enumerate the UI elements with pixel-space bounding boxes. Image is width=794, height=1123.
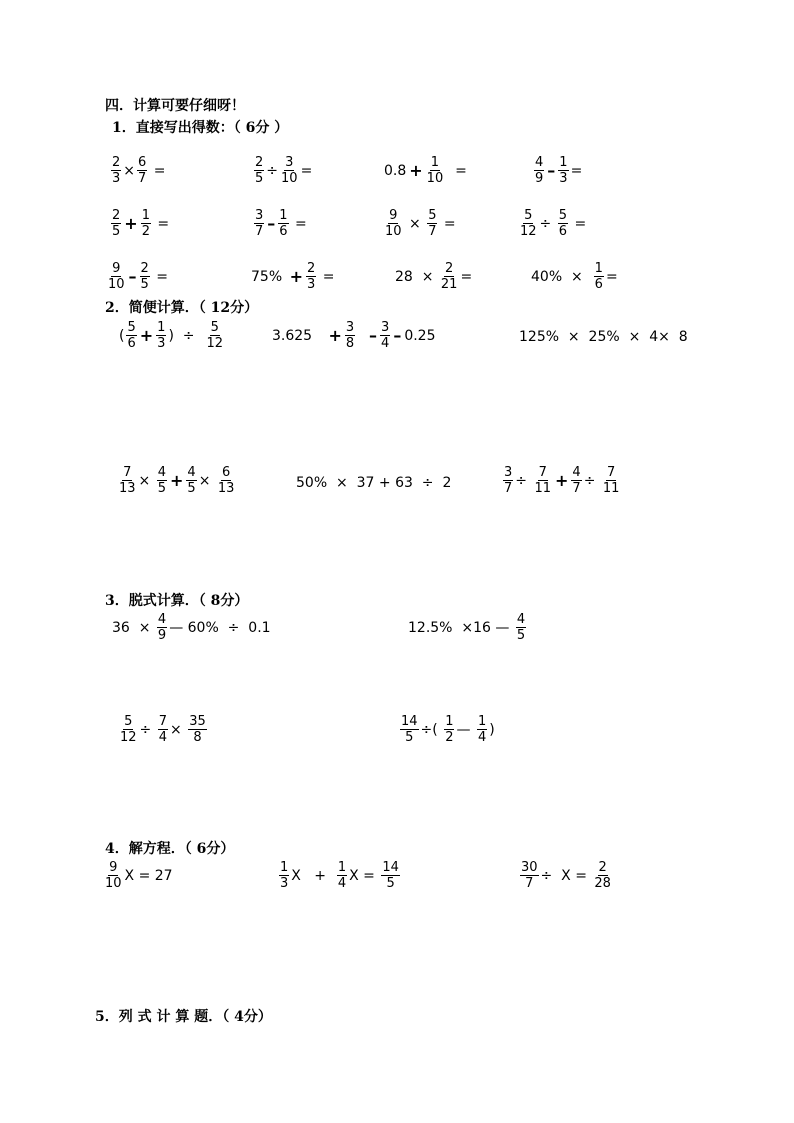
numerator: 5 bbox=[558, 208, 568, 223]
denominator: 5 bbox=[386, 876, 395, 891]
fraction bbox=[217, 465, 236, 496]
operator: + bbox=[124, 213, 138, 233]
numerator: 3 bbox=[504, 465, 513, 480]
denominator: 7 bbox=[428, 224, 437, 239]
numerator: 14 bbox=[382, 860, 399, 875]
denominator: 5 bbox=[405, 730, 414, 745]
expression-text: ÷( bbox=[420, 721, 443, 738]
denominator: 8 bbox=[345, 336, 355, 351]
expression-text: × bbox=[170, 721, 187, 738]
numerator: 7 bbox=[123, 465, 132, 480]
denominator: 10 bbox=[108, 277, 125, 292]
expression-text: ÷ bbox=[139, 721, 156, 738]
operator: – bbox=[547, 160, 556, 180]
expression-text: ÷ X = bbox=[540, 867, 592, 884]
fraction bbox=[593, 860, 612, 891]
denominator: 8 bbox=[193, 730, 202, 745]
fraction bbox=[279, 860, 289, 891]
expression-text: = bbox=[152, 215, 170, 232]
expression-text: = bbox=[290, 215, 307, 232]
numerator: 4 bbox=[157, 465, 167, 480]
q1-expression bbox=[110, 208, 170, 239]
fraction bbox=[384, 208, 403, 239]
denominator: 3 bbox=[306, 277, 316, 292]
fraction bbox=[337, 860, 347, 891]
numerator: 1 bbox=[594, 261, 603, 276]
numerator: 5 bbox=[127, 320, 136, 335]
numerator: 1 bbox=[157, 320, 166, 335]
numerator: 1 bbox=[280, 860, 289, 875]
denominator: 3 bbox=[280, 876, 289, 891]
numerator: 2 bbox=[598, 860, 607, 875]
q4-equation bbox=[519, 860, 613, 891]
fraction bbox=[278, 208, 288, 239]
denominator: 28 bbox=[594, 876, 611, 891]
q1-expression bbox=[383, 208, 457, 239]
denominator: 6 bbox=[558, 224, 568, 239]
operator: + bbox=[555, 470, 569, 490]
numerator: 9 bbox=[109, 860, 118, 875]
fraction bbox=[503, 465, 513, 496]
expression-text: 3.625 bbox=[272, 327, 326, 344]
denominator: 3 bbox=[559, 171, 568, 186]
expression-text: × bbox=[198, 472, 215, 489]
expression-text: = bbox=[151, 268, 169, 285]
numerator: 5 bbox=[210, 320, 219, 335]
operator: + bbox=[139, 325, 154, 345]
numerator: 5 bbox=[428, 208, 437, 223]
q2-expression bbox=[271, 320, 436, 351]
fraction bbox=[306, 261, 316, 292]
fraction bbox=[427, 208, 437, 239]
expression-text: ÷ bbox=[515, 472, 532, 489]
q4-heading: 4．解方程．（ 6分） bbox=[105, 841, 235, 857]
numerator: 35 bbox=[189, 714, 206, 729]
expression-text: = bbox=[439, 215, 456, 232]
expression-text: = bbox=[300, 162, 313, 179]
numerator: 4 bbox=[516, 612, 526, 627]
q2-expression bbox=[117, 465, 236, 496]
expression-text: × bbox=[138, 472, 155, 489]
denominator: 5 bbox=[157, 481, 167, 496]
fraction bbox=[254, 208, 264, 239]
q2-expression bbox=[295, 476, 452, 490]
q1-expression bbox=[110, 155, 166, 186]
expression-text: X + bbox=[291, 867, 335, 884]
fraction bbox=[254, 155, 264, 186]
expression-text: ÷ bbox=[266, 162, 279, 179]
fraction bbox=[111, 208, 121, 239]
operator: + bbox=[328, 325, 342, 345]
operator: – bbox=[369, 325, 378, 345]
expression-text: — bbox=[456, 721, 475, 738]
fraction bbox=[140, 261, 150, 292]
operator: + bbox=[170, 470, 184, 490]
fraction bbox=[156, 320, 166, 351]
q1-expression bbox=[533, 155, 583, 186]
numerator: 5 bbox=[524, 208, 533, 223]
q2-heading: 2．简便计算．（ 12分） bbox=[105, 300, 259, 316]
fraction bbox=[119, 714, 138, 745]
q5-heading: 5．列 式 计 算 题．（ 4分） bbox=[95, 1009, 272, 1025]
numerator: 7 bbox=[607, 465, 616, 480]
expression-text: 28 × bbox=[395, 268, 438, 285]
denominator: 4 bbox=[158, 730, 168, 745]
fraction bbox=[571, 465, 581, 496]
denominator: 10 bbox=[105, 876, 122, 891]
denominator: 12 bbox=[206, 336, 223, 351]
numerator: 4 bbox=[535, 155, 544, 170]
expression-text: = bbox=[460, 268, 473, 285]
expression-text: ) bbox=[489, 721, 495, 738]
denominator: 10 bbox=[385, 224, 402, 239]
expression-text: 36 × bbox=[112, 619, 155, 636]
denominator: 9 bbox=[535, 171, 544, 186]
q1-expression bbox=[253, 155, 313, 186]
expression-text: X = 27 bbox=[124, 867, 173, 884]
fraction bbox=[602, 465, 621, 496]
numerator: 1 bbox=[430, 155, 440, 170]
denominator: 6 bbox=[594, 277, 603, 292]
fraction bbox=[381, 860, 400, 891]
fraction bbox=[516, 612, 526, 643]
denominator: 12 bbox=[120, 730, 137, 745]
fraction bbox=[205, 320, 224, 351]
numerator: 4 bbox=[572, 465, 581, 480]
expression-text: — 60% ÷ 0.1 bbox=[169, 619, 271, 636]
fraction bbox=[380, 320, 390, 351]
expression-text bbox=[356, 329, 367, 343]
fraction bbox=[533, 465, 552, 496]
expression-text: 12.5% ×16 — bbox=[408, 619, 514, 636]
fraction bbox=[519, 208, 538, 239]
denominator: 4 bbox=[337, 876, 347, 891]
fraction bbox=[345, 320, 355, 351]
fraction bbox=[141, 208, 151, 239]
expression-text: 125% × 25% × 4× 8 bbox=[519, 329, 688, 345]
denominator: 2 bbox=[141, 224, 150, 239]
numerator: 1 bbox=[559, 155, 568, 170]
denominator: 5 bbox=[140, 277, 149, 292]
operator: + bbox=[409, 160, 423, 180]
q1-expression bbox=[106, 261, 169, 292]
expression-text: = bbox=[570, 162, 583, 179]
fraction bbox=[558, 155, 568, 186]
fraction bbox=[558, 208, 568, 239]
numerator: 2 bbox=[112, 208, 121, 223]
q3-expression bbox=[407, 612, 527, 643]
q2-expression bbox=[118, 320, 225, 351]
expression-text: = bbox=[446, 162, 467, 179]
numerator: 7 bbox=[158, 714, 168, 729]
q1-expression bbox=[518, 208, 587, 239]
fraction bbox=[107, 261, 126, 292]
section-title: 四．计算可要仔细呀！ bbox=[105, 98, 245, 114]
numerator: 2 bbox=[445, 261, 454, 276]
expression-text: × bbox=[404, 215, 426, 232]
q1-expression bbox=[394, 261, 473, 292]
q4-equation bbox=[103, 860, 174, 891]
numerator: 9 bbox=[389, 208, 398, 223]
numerator: 4 bbox=[157, 612, 167, 627]
expression-text: = bbox=[570, 215, 587, 232]
q1-expression bbox=[530, 261, 619, 292]
numerator: 6 bbox=[222, 465, 231, 480]
denominator: 5 bbox=[187, 481, 196, 496]
q3-expression bbox=[399, 714, 496, 745]
denominator: 10 bbox=[281, 171, 298, 186]
numerator: 3 bbox=[381, 320, 390, 335]
expression-text: X = bbox=[349, 867, 380, 884]
fraction bbox=[426, 155, 445, 186]
fraction bbox=[111, 155, 121, 186]
denominator: 5 bbox=[255, 171, 264, 186]
expression-text: 0.25 bbox=[404, 327, 436, 344]
numerator: 9 bbox=[112, 261, 121, 276]
fraction bbox=[104, 860, 123, 891]
q3-expression bbox=[118, 714, 208, 745]
numerator: 2 bbox=[306, 261, 316, 276]
denominator: 7 bbox=[138, 171, 147, 186]
denominator: 4 bbox=[477, 730, 487, 745]
fraction bbox=[520, 860, 539, 891]
denominator: 7 bbox=[525, 876, 534, 891]
q4-equation bbox=[278, 860, 401, 891]
fraction bbox=[477, 714, 487, 745]
numerator: 3 bbox=[285, 155, 294, 170]
expression-text: = bbox=[149, 162, 166, 179]
expression-text: ÷ bbox=[539, 215, 556, 232]
denominator: 13 bbox=[217, 481, 235, 496]
fraction bbox=[158, 714, 168, 745]
fraction bbox=[440, 261, 459, 292]
q1-expression bbox=[253, 208, 308, 239]
numerator: 2 bbox=[255, 155, 264, 170]
denominator: 11 bbox=[534, 481, 552, 496]
fraction bbox=[137, 155, 147, 186]
fraction bbox=[444, 714, 454, 745]
numerator: 2 bbox=[112, 155, 121, 170]
operator: + bbox=[289, 266, 303, 286]
denominator: 11 bbox=[602, 481, 620, 496]
numerator: 7 bbox=[538, 465, 547, 480]
denominator: 10 bbox=[426, 171, 444, 186]
fraction bbox=[280, 155, 299, 186]
fraction bbox=[157, 612, 167, 643]
denominator: 7 bbox=[255, 224, 264, 239]
expression-text: ) ÷ bbox=[168, 327, 204, 344]
denominator: 2 bbox=[445, 730, 454, 745]
denominator: 7 bbox=[572, 481, 581, 496]
q1-expression bbox=[383, 155, 468, 186]
denominator: 5 bbox=[112, 224, 121, 239]
denominator: 12 bbox=[520, 224, 537, 239]
denominator: 5 bbox=[516, 628, 526, 643]
q2-expression bbox=[502, 465, 621, 496]
numerator: 1 bbox=[477, 714, 487, 729]
denominator: 3 bbox=[112, 171, 121, 186]
expression-text: 50% × 37 + 63 ÷ 2 bbox=[296, 475, 452, 491]
expression-text: = bbox=[318, 268, 335, 285]
fraction bbox=[186, 465, 196, 496]
denominator: 6 bbox=[279, 224, 288, 239]
expression-text: ÷ bbox=[583, 472, 600, 489]
numerator: 5 bbox=[124, 714, 133, 729]
expression-text: 40% × bbox=[531, 268, 592, 285]
numerator: 1 bbox=[141, 208, 150, 223]
q3-heading: 3．脱式计算．（ 8分） bbox=[105, 593, 249, 609]
q2-expression bbox=[518, 330, 689, 344]
expression-text: ( bbox=[119, 327, 125, 344]
denominator: 3 bbox=[157, 336, 166, 351]
numerator: 6 bbox=[138, 155, 147, 170]
fraction bbox=[594, 261, 604, 292]
operator: – bbox=[393, 325, 402, 345]
fraction bbox=[534, 155, 544, 186]
expression-text: = bbox=[605, 268, 618, 285]
denominator: 7 bbox=[504, 481, 513, 496]
numerator: 14 bbox=[401, 714, 418, 729]
expression-text: 75% bbox=[251, 268, 287, 285]
q1-heading: 1．直接写出得数：（ 6分 ） bbox=[112, 120, 289, 136]
denominator: 21 bbox=[440, 277, 458, 292]
q1-expression bbox=[250, 261, 335, 292]
numerator: 1 bbox=[445, 714, 454, 729]
numerator: 30 bbox=[521, 860, 538, 875]
operator: – bbox=[128, 266, 137, 286]
numerator: 1 bbox=[279, 208, 288, 223]
numerator: 3 bbox=[255, 208, 264, 223]
operator: – bbox=[267, 213, 276, 233]
numerator: 2 bbox=[140, 261, 149, 276]
expression-text: × bbox=[123, 162, 136, 179]
denominator: 4 bbox=[381, 336, 390, 351]
fraction bbox=[157, 465, 167, 496]
fraction bbox=[188, 714, 207, 745]
fraction bbox=[400, 714, 419, 745]
denominator: 9 bbox=[157, 628, 167, 643]
denominator: 13 bbox=[119, 481, 136, 496]
fraction bbox=[118, 465, 137, 496]
numerator: 4 bbox=[187, 465, 196, 480]
denominator: 6 bbox=[127, 336, 136, 351]
numerator: 1 bbox=[337, 860, 347, 875]
numerator: 3 bbox=[345, 320, 355, 335]
fraction bbox=[126, 320, 136, 351]
q3-expression bbox=[111, 612, 272, 643]
expression-text: 0.8 bbox=[384, 162, 407, 179]
